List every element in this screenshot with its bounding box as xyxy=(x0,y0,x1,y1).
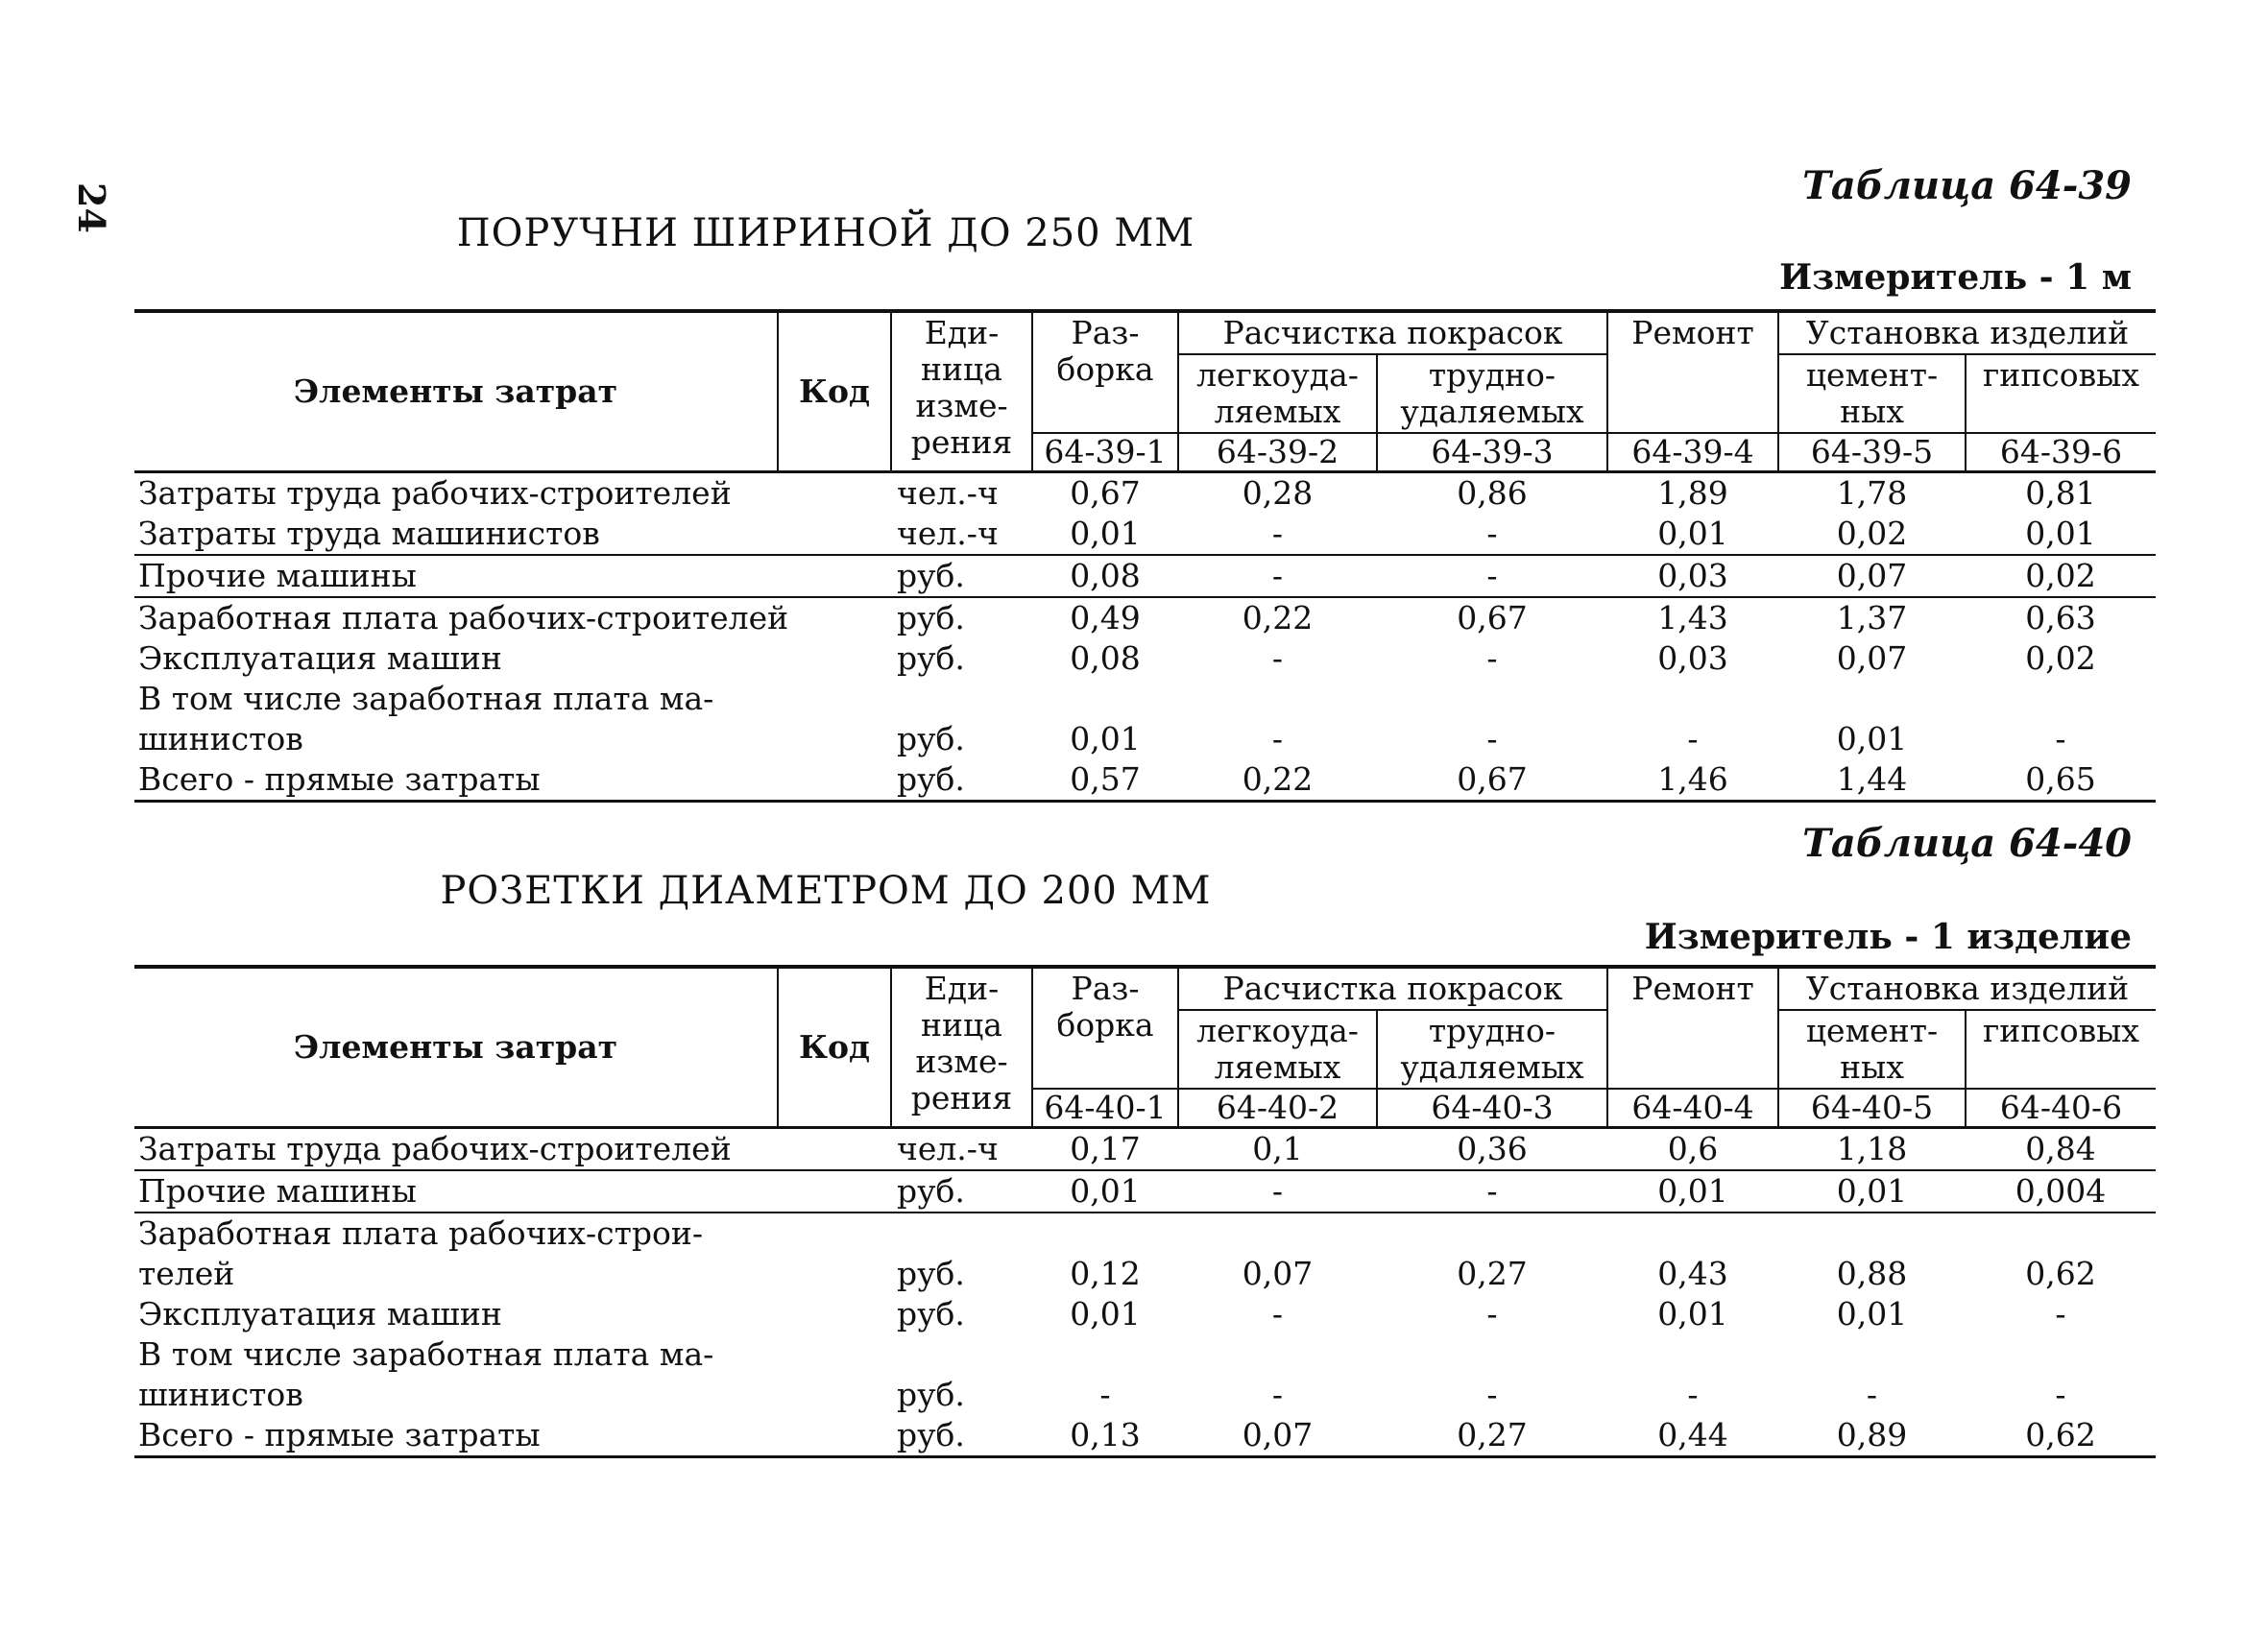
row-unit: руб. xyxy=(897,1295,965,1333)
value-cell: 0,88 xyxy=(1836,1255,1908,1292)
value-cell: 0,01 xyxy=(1607,1170,1778,1213)
row-name: Всего - прямые затраты xyxy=(134,759,891,802)
row-name: Прочие машины xyxy=(134,1170,891,1213)
value-cell: 1,46 xyxy=(1607,759,1778,802)
table-row xyxy=(134,1294,2156,1334)
value-cell: 0,49 xyxy=(1070,599,1141,636)
value-cell: 0,36 xyxy=(1377,1128,1607,1171)
value-cell: 0,004 xyxy=(1966,1170,2156,1213)
header-easy: легкоуда-ляемых xyxy=(1178,1010,1377,1089)
row-unit: руб. xyxy=(897,720,965,757)
header-dismantle: Раз-борка xyxy=(1032,311,1178,433)
row-name: Заработная плата рабочих-строи-телей xyxy=(138,1214,704,1292)
code-cell: 64-39-6 xyxy=(1966,433,2156,472)
header-install: Установка изделий xyxy=(1778,967,2156,1010)
header-elements: Элементы затрат xyxy=(134,311,778,472)
value-cell: 0,02 xyxy=(2025,639,2096,677)
value-cell: 0,17 xyxy=(1032,1128,1178,1171)
value-cell: 0,07 xyxy=(1836,639,1908,677)
value-cell: 0,01 xyxy=(1966,514,2156,555)
row-unit: руб. xyxy=(891,1415,1032,1457)
measure-unit: Измеритель - 1 м xyxy=(1779,257,2132,298)
value-cell: 0,01 xyxy=(1070,1295,1141,1333)
value-cell: 0,07 xyxy=(1778,555,1966,597)
value-cell: 0,6 xyxy=(1607,1128,1778,1171)
value-cell: - xyxy=(1178,1170,1377,1213)
value-cell: 0,01 xyxy=(1836,1295,1908,1333)
row-unit: чел.-ч xyxy=(897,474,999,512)
code-cell: 64-40-3 xyxy=(1377,1089,1607,1128)
value-cell: 0,08 xyxy=(1070,639,1141,677)
value-cell: - xyxy=(1178,514,1377,555)
value-cell: 0,62 xyxy=(1966,1415,2156,1457)
table-row xyxy=(134,679,2156,759)
value-cell: 0,22 xyxy=(1242,599,1314,636)
row-name: Затраты труда рабочих-строителей xyxy=(138,474,732,512)
value-cell: - xyxy=(1486,639,1498,677)
value-cell: 0,01 xyxy=(1657,1295,1728,1333)
code-cell: 64-39-1 xyxy=(1032,433,1178,472)
row-unit: руб. xyxy=(891,759,1032,802)
code-cell: 64-40-6 xyxy=(1966,1089,2156,1128)
code-cell: 64-40-1 xyxy=(1032,1089,1178,1128)
value-cell: 0,89 xyxy=(1778,1415,1966,1457)
value-cell: - xyxy=(1377,555,1607,597)
table-row xyxy=(134,1128,2156,1171)
value-cell: - xyxy=(1178,555,1377,597)
table-row xyxy=(134,514,2156,555)
cost-table xyxy=(134,965,2156,1458)
header-install: Установка изделий xyxy=(1778,311,2156,354)
value-cell: 0,02 xyxy=(1966,555,2156,597)
code-cell: 64-39-5 xyxy=(1778,433,1966,472)
value-cell: - xyxy=(1271,1295,1284,1333)
row-name: Эксплуатация машин xyxy=(138,1295,502,1333)
header-cement: цемент-ных xyxy=(1778,354,1966,433)
value-cell: 0,13 xyxy=(1032,1415,1178,1457)
value-cell: 0,01 xyxy=(1607,514,1778,555)
value-cell: 1,18 xyxy=(1778,1128,1966,1171)
row-name: Прочие машины xyxy=(134,555,891,597)
value-cell: 0,01 xyxy=(1032,1170,1178,1213)
header-hard: трудно-удаляемых xyxy=(1377,1010,1607,1089)
value-cell: 0,28 xyxy=(1242,474,1314,512)
code-cell: 64-40-4 xyxy=(1607,1089,1778,1128)
table-label: Таблица 64-39 xyxy=(1802,163,2132,208)
row-unit: руб. xyxy=(897,1376,965,1413)
row-unit: руб. xyxy=(891,555,1032,597)
value-cell: - xyxy=(1377,1170,1607,1213)
value-cell: - xyxy=(1099,1376,1111,1413)
value-cell: 0,12 xyxy=(1070,1255,1141,1292)
header-easy: легкоуда-ляемых xyxy=(1178,354,1377,433)
row-unit: руб. xyxy=(897,599,965,636)
value-cell: 0,01 xyxy=(1032,514,1178,555)
row-name: Эксплуатация машин xyxy=(138,639,502,677)
row-name: Затраты труда машинистов xyxy=(134,514,891,555)
header-gypsum: гипсовых xyxy=(1966,1010,2156,1089)
header-unit: Еди-ница изме-рения xyxy=(891,311,1032,472)
value-cell: - xyxy=(1486,1376,1498,1413)
value-cell: - xyxy=(1486,720,1498,757)
value-cell: 0,86 xyxy=(1457,474,1528,512)
value-cell: 0,03 xyxy=(1657,639,1728,677)
header-hard: трудно-удаляемых xyxy=(1377,354,1607,433)
code-cell: 64-40-2 xyxy=(1178,1089,1377,1128)
value-cell: 0,57 xyxy=(1032,759,1178,802)
measure-unit: Измеритель - 1 изделие xyxy=(1644,917,2132,957)
table-row xyxy=(134,759,2156,802)
value-cell: 0,67 xyxy=(1377,759,1607,802)
value-cell: 0,03 xyxy=(1607,555,1778,597)
row-unit: руб. xyxy=(891,1170,1032,1213)
table-row xyxy=(134,472,2156,515)
table-title: ПОРУЧНИ ШИРИНОЙ ДО 250 ММ xyxy=(456,211,1195,255)
table-row xyxy=(134,597,2156,638)
row-name: Затраты труда рабочих-строителей xyxy=(134,1128,891,1171)
value-cell: - xyxy=(1271,720,1284,757)
value-cell: - xyxy=(1687,1376,1699,1413)
row-unit: руб. xyxy=(897,639,965,677)
value-cell: 1,89 xyxy=(1657,474,1728,512)
value-cell: 1,43 xyxy=(1657,599,1728,636)
row-name: Всего - прямые затраты xyxy=(134,1415,891,1457)
value-cell: - xyxy=(1271,639,1284,677)
value-cell: 0,01 xyxy=(1836,720,1908,757)
value-cell: 0,22 xyxy=(1178,759,1377,802)
value-cell: - xyxy=(1271,1376,1284,1413)
row-unit: руб. xyxy=(897,1255,965,1292)
code-cell: 64-40-5 xyxy=(1778,1089,1966,1128)
value-cell: 0,01 xyxy=(1778,1170,1966,1213)
code-cell: 64-39-3 xyxy=(1377,433,1607,472)
table-label: Таблица 64-40 xyxy=(1802,821,2132,866)
value-cell: 0,27 xyxy=(1377,1415,1607,1457)
row-name: Заработная плата рабочих-строителей xyxy=(138,599,789,636)
value-cell: 0,84 xyxy=(1966,1128,2156,1171)
table-row xyxy=(134,555,2156,597)
row-unit: чел.-ч xyxy=(891,514,1032,555)
value-cell: 0,08 xyxy=(1032,555,1178,597)
header-repair: Ремонт xyxy=(1607,967,1778,1089)
value-cell: 0,01 xyxy=(1070,720,1141,757)
value-cell: 0,02 xyxy=(1778,514,1966,555)
value-cell: - xyxy=(1687,720,1699,757)
value-cell: 1,44 xyxy=(1778,759,1966,802)
header-repair: Ремонт xyxy=(1607,311,1778,433)
value-cell: - xyxy=(1866,1376,1878,1413)
header-code: Код xyxy=(778,311,891,472)
value-cell: 0,44 xyxy=(1607,1415,1778,1457)
page-number: 24 xyxy=(70,182,113,233)
value-cell: 1,37 xyxy=(1836,599,1908,636)
value-cell: - xyxy=(2055,1295,2066,1333)
table-title: РОЗЕТКИ ДИАМЕТРОМ ДО 200 ММ xyxy=(440,869,1212,913)
header-cleaning: Расчистка покрасок xyxy=(1178,967,1607,1010)
value-cell: - xyxy=(2055,1376,2066,1413)
value-cell: - xyxy=(1377,514,1607,555)
value-cell: - xyxy=(1486,1295,1498,1333)
value-cell: 1,78 xyxy=(1836,474,1908,512)
value-cell: 0,1 xyxy=(1178,1128,1377,1171)
value-cell: 0,27 xyxy=(1457,1255,1528,1292)
row-name: В том числе заработная плата ма-шинистов xyxy=(138,680,714,757)
table-row xyxy=(134,638,2156,679)
value-cell: 0,65 xyxy=(1966,759,2156,802)
value-cell: - xyxy=(2055,720,2066,757)
row-name: В том числе заработная плата ма-шинистов xyxy=(138,1335,714,1413)
cost-table xyxy=(134,309,2156,803)
value-cell: 0,43 xyxy=(1657,1255,1728,1292)
table-row xyxy=(134,1213,2156,1294)
table-row xyxy=(134,1334,2156,1415)
header-cement: цемент-ных xyxy=(1778,1010,1966,1089)
header-cleaning: Расчистка покрасок xyxy=(1178,311,1607,354)
header-elements: Элементы затрат xyxy=(134,967,778,1128)
value-cell: 0,67 xyxy=(1457,599,1528,636)
value-cell: 0,67 xyxy=(1070,474,1141,512)
code-cell: 64-39-2 xyxy=(1178,433,1377,472)
value-cell: 0,81 xyxy=(2025,474,2096,512)
code-cell: 64-39-4 xyxy=(1607,433,1778,472)
header-code: Код xyxy=(778,967,891,1128)
header-gypsum: гипсовых xyxy=(1966,354,2156,433)
header-dismantle: Раз-борка xyxy=(1032,967,1178,1089)
value-cell: 0,63 xyxy=(2025,599,2096,636)
table-row xyxy=(134,1415,2156,1457)
header-unit: Еди-ница изме-рения xyxy=(891,967,1032,1128)
table-row xyxy=(134,1170,2156,1213)
value-cell: 0,62 xyxy=(2025,1255,2096,1292)
value-cell: 0,07 xyxy=(1178,1415,1377,1457)
row-unit: чел.-ч xyxy=(891,1128,1032,1171)
value-cell: 0,07 xyxy=(1242,1255,1314,1292)
